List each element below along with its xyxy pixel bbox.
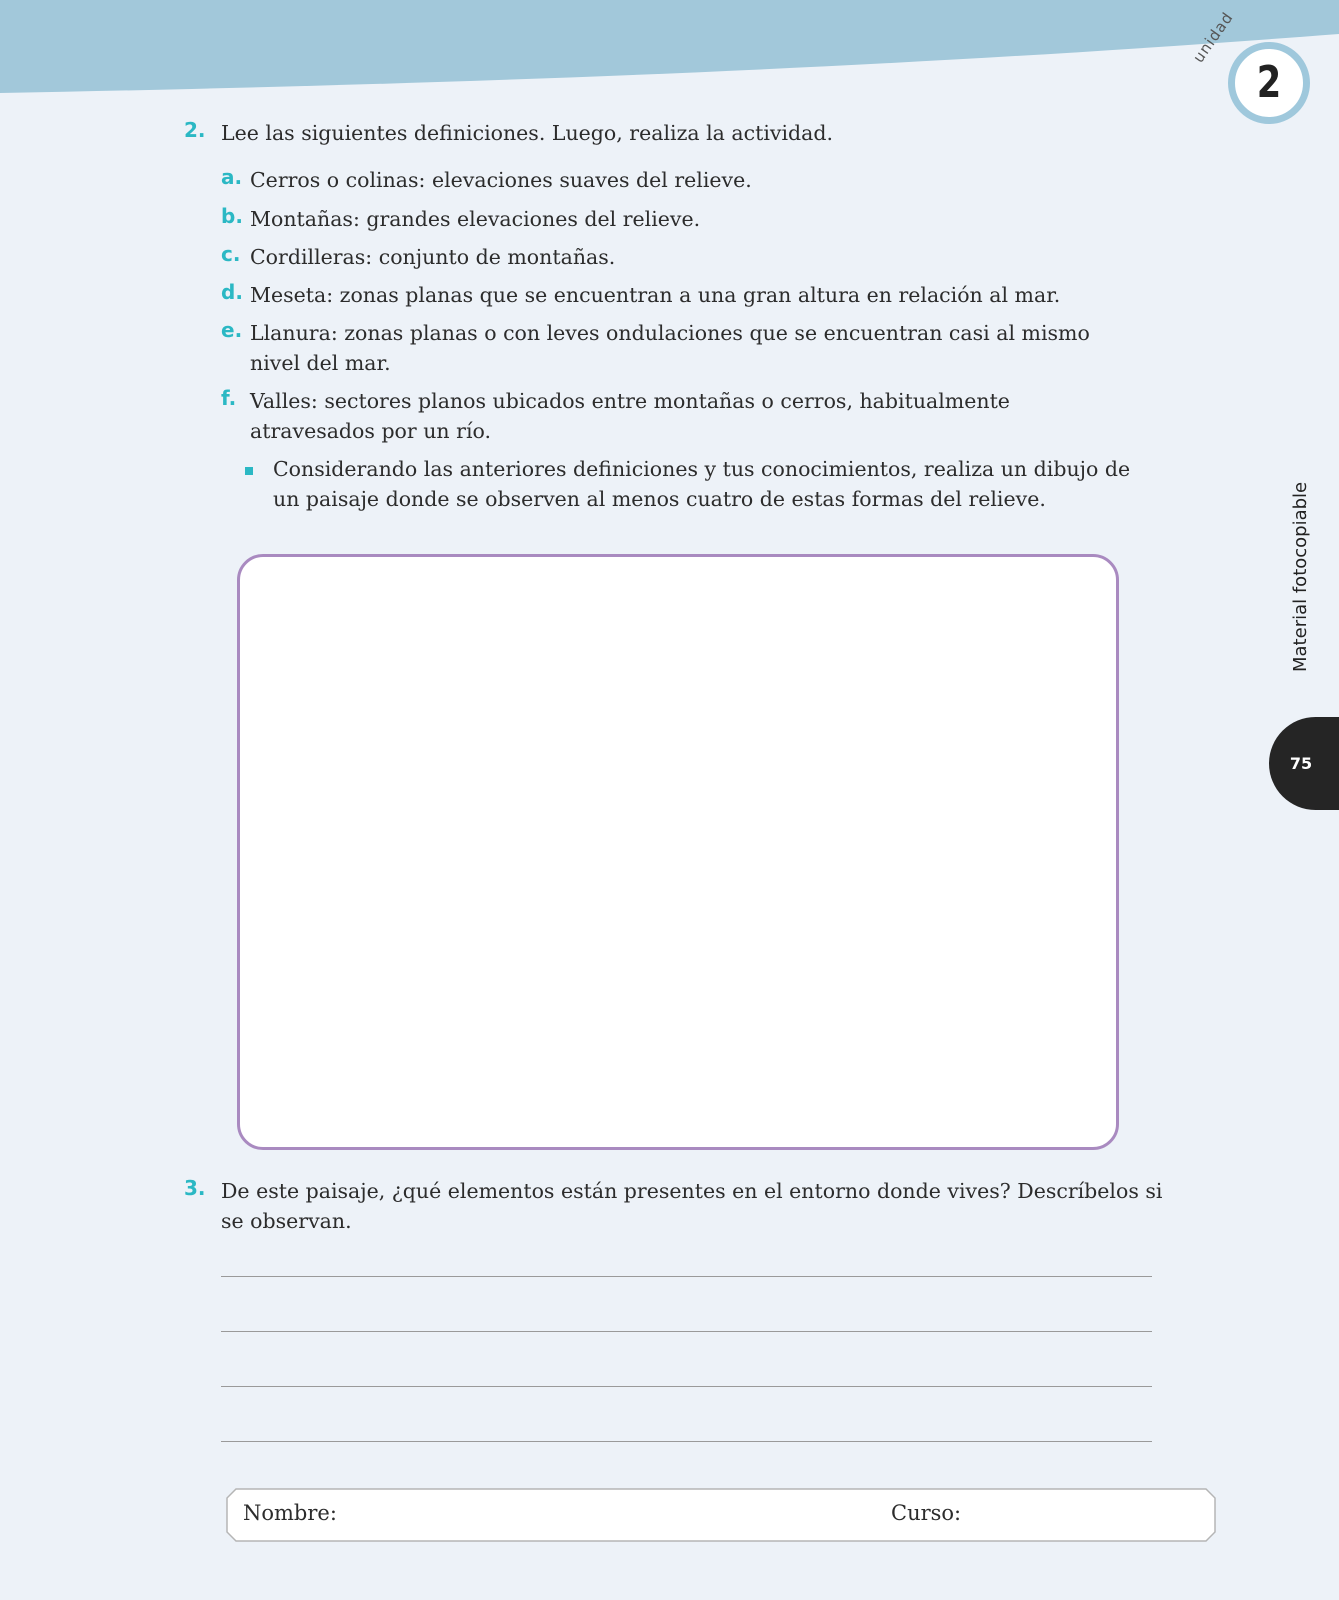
definition-letter: a. <box>221 165 243 189</box>
drawing-area[interactable] <box>237 554 1119 1150</box>
definition-letter: c. <box>221 242 241 266</box>
page-tab <box>1269 717 1339 810</box>
definition-letter: b. <box>221 204 243 228</box>
definition-text: Llanura: zonas planas o con leves ondulaciones que se encuentran casi al mismo nivel del mar. <box>250 321 1090 375</box>
definition-text: Montañas: grandes elevaciones del relieve. <box>250 207 701 231</box>
question-3-text: De este paisaje, ¿qué elementos están presentes en el entorno donde vives? Descríbelos si se observan. <box>221 1179 1163 1233</box>
name-label: Nombre: <box>243 1501 337 1525</box>
page-number: 75 <box>1289 754 1313 773</box>
unit-number: 2 <box>1256 57 1282 108</box>
header-band <box>0 0 1339 100</box>
answer-line[interactable] <box>221 1441 1152 1442</box>
definition-text: Meseta: zonas planas que se encuentran a una gran altura en relación al mar. <box>250 283 1061 307</box>
bullet-icon <box>245 467 253 475</box>
question-3-number: 3. <box>184 1176 206 1200</box>
question-2-number: 2. <box>184 118 206 142</box>
side-label: Material fotocopiable <box>1290 481 1311 672</box>
definition-text: Cerros o colinas: elevaciones suaves del relieve. <box>250 168 752 192</box>
definition-text: Cordilleras: conjunto de montañas. <box>250 245 616 269</box>
answer-line[interactable] <box>221 1386 1152 1387</box>
definition-text: Valles: sectores planos ubicados entre montañas o cerros, habitualmente atravesados por un río. <box>250 389 1010 443</box>
definition-letter: d. <box>221 280 243 304</box>
definition-letter: f. <box>221 386 237 410</box>
drawing-instruction: Considerando las anteriores definiciones y tus conocimientos, realiza un dibujo de un paisaje donde se observen al menos cuatro de estas formas del relieve. <box>273 457 1131 511</box>
definition-letter: e. <box>221 318 243 342</box>
answer-line[interactable] <box>221 1331 1152 1332</box>
unit-badge <box>1228 42 1310 124</box>
question-2-text: Lee las siguientes definiciones. Luego, realiza la actividad. <box>221 121 834 145</box>
unit-label: unidad <box>1189 8 1237 66</box>
course-label: Curso: <box>891 1501 962 1525</box>
answer-line[interactable] <box>221 1276 1152 1277</box>
name-course-box[interactable] <box>226 1488 1216 1542</box>
